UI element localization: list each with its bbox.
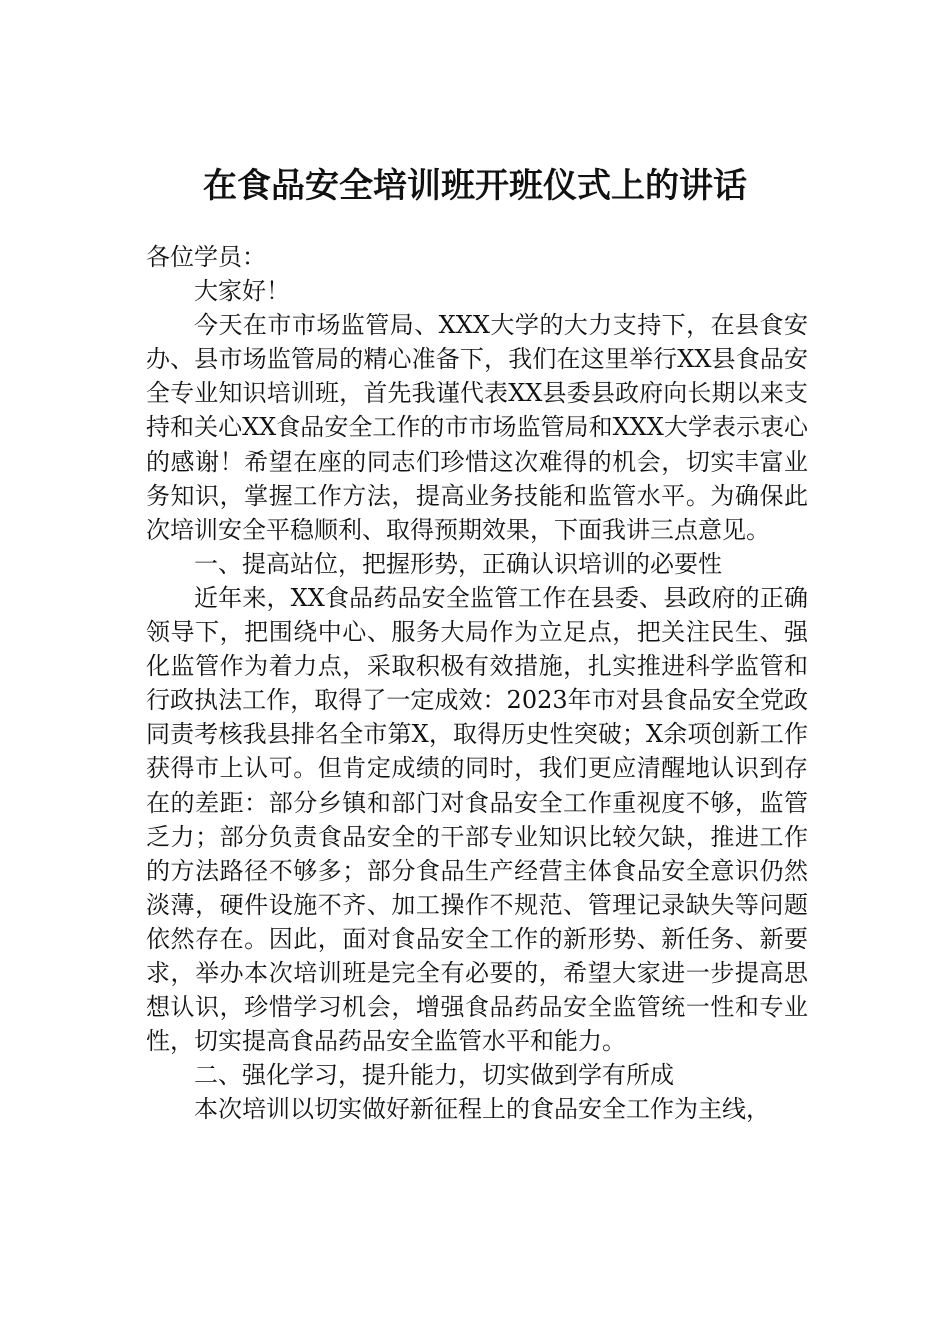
document-body <box>146 240 808 1126</box>
paragraph-section-1: 近年来，XX食品药品安全监管工作在县委、县政府的正确领导下，把围绕中心、服务大局作为立足点，把关注民生、强化监管作为着力点，采取积极有效措施，扎实推进科学监管和行政执法工作，取得了一定成效：2023年市对县食品安全党政同责考核我县排名全市第X，取得历史性突破；X余项创新工作获得市上认可。但肯定成绩的同时，我们更应清醒地认识到存在的差距：部分乡镇和部门对食品安全工作重视度不够，监管乏力；部分负责食品安全的干部专业知识比较欠缺，推进工作的方法路径不够多；部分食品生产经营主体食品安全意识仍然淡薄，硬件设施不齐、加工操作不规范、管理记录缺失等问题依然存在。因此，面对食品安全工作的新形势、新任务、新要求，举办本次培训班是完全有必要的，希望大家进一步提高思想认识，珍惜学习机会，增强食品药品安全监管统一性和专业性，切实提高食品药品安全监管水平和能力。 <box>146 583 808 1056</box>
document-title: 在食品安全培训班开班仪式上的讲话 <box>203 166 747 206</box>
section-heading-2: 二、强化学习，提升能力，切实做到学有所成 <box>194 1061 674 1090</box>
paragraph-section-2: 本次培训以切实做好新征程上的食品安全工作为主线， <box>194 1095 770 1124</box>
paragraph-intro: 今天在市市场监管局、XXX大学的大力支持下，在县食安办、县市场监管局的精心准备下，我们在这里举行XX县食品安全专业知识培训班，首先我谨代表XX县委县政府向长期以来支持和关心XX食品安全工作的市市场监管局和XXX大学表示衷心的感谢！希望在座的同志们珍惜这次难得的机会，切实丰富业务知识，掌握工作方法，提高业务技能和监管水平。为确保此次培训安全平稳顺利、取得预期效果，下面我讲三点意见。 <box>146 311 808 544</box>
greeting: 大家好！ <box>194 277 290 306</box>
salutation: 各位学员： <box>146 243 266 271</box>
section-heading-1: 一、提高站位，把握形势，正确认识培训的必要性 <box>194 549 722 578</box>
